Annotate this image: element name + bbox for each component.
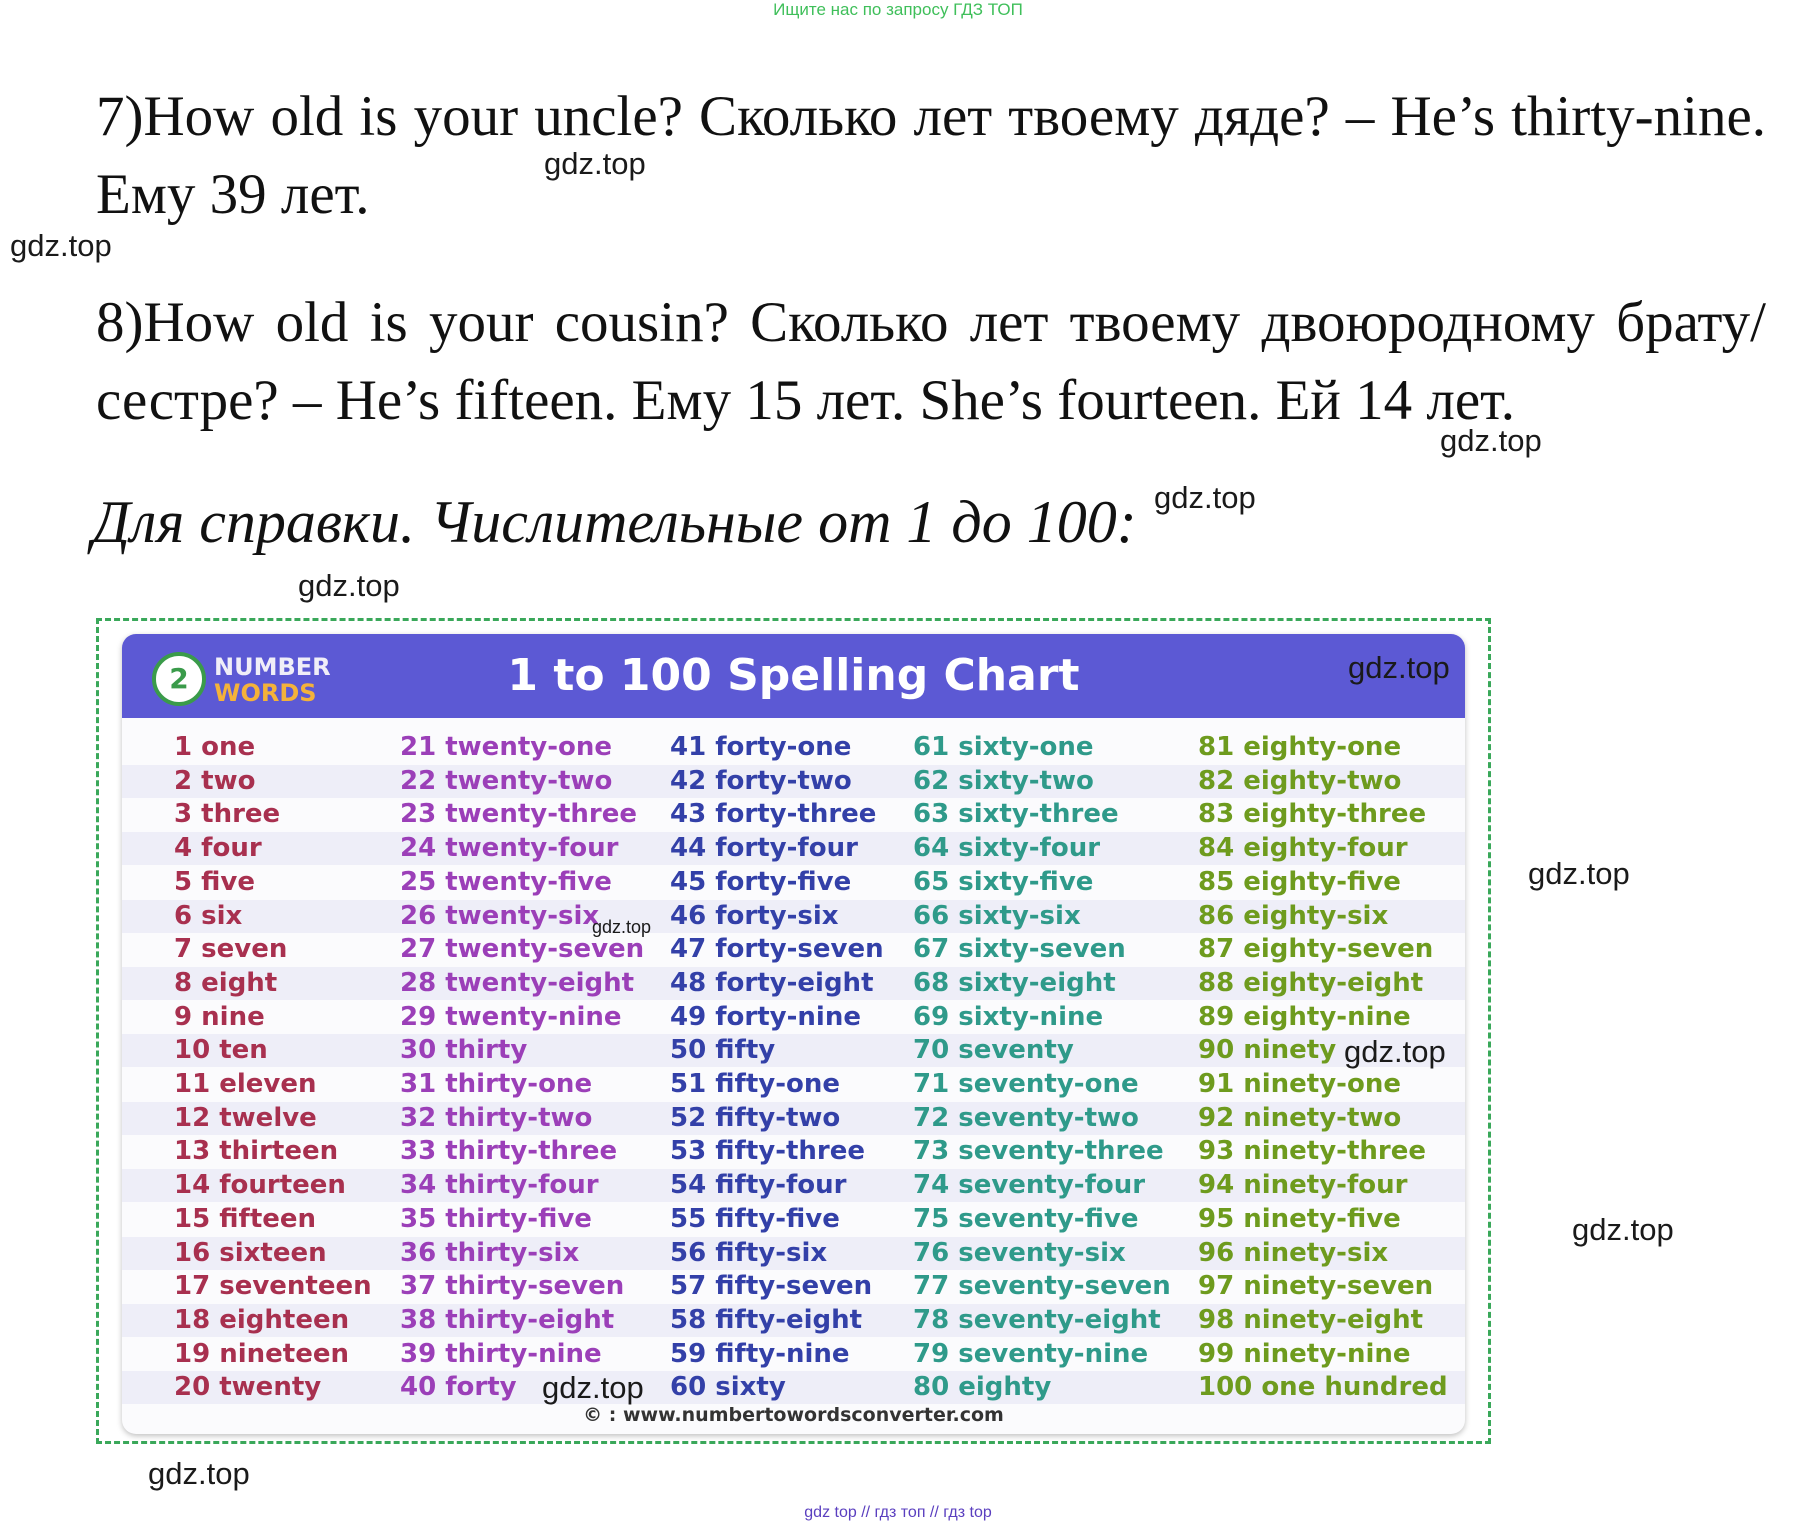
watermark: gdz.top [544,146,646,181]
number-word-cell: 81 eighty-one [1198,732,1402,762]
number-word-cell: 54 fifty-four [670,1170,847,1201]
number-word-cell: 49 forty-nine [670,1001,861,1032]
number-word-cell: 58 fifty-eight [670,1304,863,1335]
number-word-cell: 52 fifty-two [670,1102,841,1133]
number-word-cell: 94 ninety-four [1198,1170,1408,1201]
number-word-cell: 100 one hundred [1198,1372,1448,1403]
chart-credit: © : www.numbertowordsconverter.com [583,1404,1004,1426]
number-word-cell: 82 eighty-two [1198,765,1402,796]
number-word-cell: 12 twelve [174,1102,317,1133]
number-word-cell: 14 fourteen [174,1170,346,1201]
number-word-cell: 22 twenty-two [400,765,613,796]
spelling-chart [122,634,1465,1434]
number-word-cell: 28 twenty-eight [400,967,635,998]
number-word-cell: 17 seventeen [174,1271,372,1302]
logo-line-2: WORDS [214,679,317,707]
number-word-cell: 1 one [174,732,256,762]
number-word-cell: 45 forty-five [670,866,852,897]
number-word-cell: 66 sixty-six [913,900,1081,931]
number-word-cell: 46 forty-six [670,900,839,931]
watermark: gdz.top [298,568,400,603]
number-word-cell: 5 five [174,866,255,897]
number-word-cell: 23 twenty-three [400,799,638,830]
number-word-cell: 11 eleven [174,1069,317,1099]
number-word-cell: 18 eighteen [174,1304,350,1335]
watermark: gdz.top [1440,423,1542,458]
watermark: gdz.top [1528,856,1630,891]
number-word-cell: 92 ninety-two [1198,1102,1402,1133]
number-word-cell: 44 forty-four [670,833,858,864]
number-word-cell: 42 forty-two [670,765,852,796]
number-word-cell: 38 thirty-eight [400,1304,615,1335]
watermark: gdz.top [1344,1034,1446,1069]
number-word-cell: 78 seventy-eight [913,1304,1161,1335]
number-word-cell: 79 seventy-nine [913,1338,1149,1369]
number-word-cell: 86 eighty-six [1198,900,1389,931]
watermark: gdz.top [1572,1212,1674,1247]
number-word-cell: 30 thirty [400,1035,528,1066]
number-word-cell: 20 twenty [174,1372,322,1403]
number-word-cell: 31 thirty-one [400,1069,593,1099]
number-word-cell: 7 seven [174,934,288,965]
number-word-cell: 50 fifty [670,1035,776,1066]
number-word-cell: 77 seventy-seven [913,1271,1171,1302]
number-word-cell: 51 fifty-one [670,1069,840,1099]
watermark: gdz.top [148,1456,250,1491]
number-word-cell: 90 ninety [1198,1035,1337,1066]
number-word-cell: 40 forty [400,1372,517,1403]
number-word-cell: 29 twenty-nine [400,1001,622,1032]
logo-line-1: NUMBER [214,653,331,681]
number-word-cell: 67 sixty-seven [913,934,1126,965]
number-word-cell: 25 twenty-five [400,866,612,897]
number-word-cell: 80 eighty [913,1372,1052,1403]
number-word-cell: 62 sixty-two [913,765,1094,796]
bottom-note: gdz top // гдз топ // гдз top [804,1504,992,1521]
number-word-cell: 56 fifty-six [670,1237,828,1268]
number-word-cell: 47 forty-seven [670,934,884,965]
number-word-cell: 10 ten [174,1035,268,1066]
number-word-cell: 75 seventy-five [913,1203,1139,1234]
number-word-cell: 98 ninety-eight [1198,1304,1424,1335]
number-word-cell: 68 sixty-eight [913,967,1116,998]
number-word-cell: 63 sixty-three [913,799,1119,830]
watermark: gdz.top [592,917,652,937]
number-words-logo-icon: 2 [152,652,206,706]
number-word-cell: 73 seventy-three [913,1136,1164,1167]
number-word-cell: 87 eighty-seven [1198,934,1434,965]
number-word-cell: 3 three [174,799,281,830]
number-word-cell: 57 fifty-seven [670,1271,873,1302]
number-word-cell: 9 nine [174,1001,265,1032]
number-word-cell: 74 seventy-four [913,1170,1146,1201]
number-word-cell: 59 fifty-nine [670,1338,850,1369]
number-word-cell: 16 sixteen [174,1237,327,1268]
number-word-cell: 88 eighty-eight [1198,967,1424,998]
number-word-cell: 27 twenty-seven [400,934,645,965]
paragraph-7: 7)How old is your uncle? Сколько лет твоему дяде? – He’s thirty-nine. Ему 39 лет. [96,85,1766,226]
number-word-cell: 93 ninety-three [1198,1136,1426,1167]
chart-title: 1 to 100 Spelling Chart [507,650,1080,701]
watermark: gdz.top [542,1370,644,1405]
number-word-cell: 83 eighty-three [1198,799,1427,830]
number-word-cell: 15 fifteen [174,1203,317,1234]
number-word-cell: 33 thirty-three [400,1136,618,1167]
watermark: gdz.top [1154,480,1256,515]
number-word-cell: 60 sixty [670,1372,786,1403]
number-word-cell: 37 thirty-seven [400,1271,625,1302]
reference-heading: Для справки. Числительные от 1 до 100: [92,489,1137,555]
number-word-cell: 13 thirteen [174,1136,339,1167]
number-word-cell: 19 nineteen [174,1338,350,1369]
number-word-cell: 35 thirty-five [400,1203,592,1234]
number-word-cell: 55 fifty-five [670,1203,840,1234]
number-word-cell: 84 eighty-four [1198,833,1408,864]
paragraph-8: 8)How old is your cousin? Сколько лет твоему двоюродному брату/сестре? – He’s fifteen. Ему 15 лет. She’s fourteen. Ей 14 лет. [96,291,1766,432]
number-word-cell: 34 thirty-four [400,1170,599,1201]
number-word-cell: 95 ninety-five [1198,1203,1401,1234]
number-word-cell: 8 eight [174,967,278,998]
number-word-cell: 70 seventy [913,1035,1074,1066]
number-word-cell: 76 seventy-six [913,1237,1126,1268]
number-word-cell: 91 ninety-one [1198,1069,1401,1099]
number-word-cell: 39 thirty-nine [400,1338,602,1369]
number-word-cell: 48 forty-eight [670,967,874,998]
number-word-cell: 97 ninety-seven [1198,1271,1434,1302]
number-word-cell: 61 sixty-one [913,732,1094,762]
number-word-cell: 64 sixty-four [913,833,1101,864]
number-word-cell: 72 seventy-two [913,1102,1139,1133]
number-word-cell: 65 sixty-five [913,866,1094,897]
number-word-cell: 21 twenty-one [400,732,612,762]
number-word-cell: 85 eighty-five [1198,866,1401,897]
number-word-cell: 2 two [174,765,256,796]
number-word-cell: 53 fifty-three [670,1136,866,1167]
number-word-cell: 36 thirty-six [400,1237,580,1268]
number-word-cell: 43 forty-three [670,799,877,830]
number-word-cell: 24 twenty-four [400,833,619,864]
watermark: gdz.top [10,228,112,263]
number-word-cell: 26 twenty-six [400,900,600,931]
number-word-cell: 41 forty-one [670,732,852,762]
number-word-cell: 69 sixty-nine [913,1001,1104,1032]
top-search-note: Ищите нас по запросу ГДЗ ТОП [773,0,1023,19]
number-word-cell: 4 four [174,833,262,864]
watermark: gdz.top [1348,650,1450,685]
number-word-cell: 71 seventy-one [913,1069,1139,1099]
number-word-cell: 32 thirty-two [400,1102,593,1133]
number-word-cell: 89 eighty-nine [1198,1001,1411,1032]
number-word-cell: 6 six [174,900,243,931]
number-word-cell: 99 ninety-nine [1198,1338,1411,1369]
number-word-cell: 96 ninety-six [1198,1237,1389,1268]
